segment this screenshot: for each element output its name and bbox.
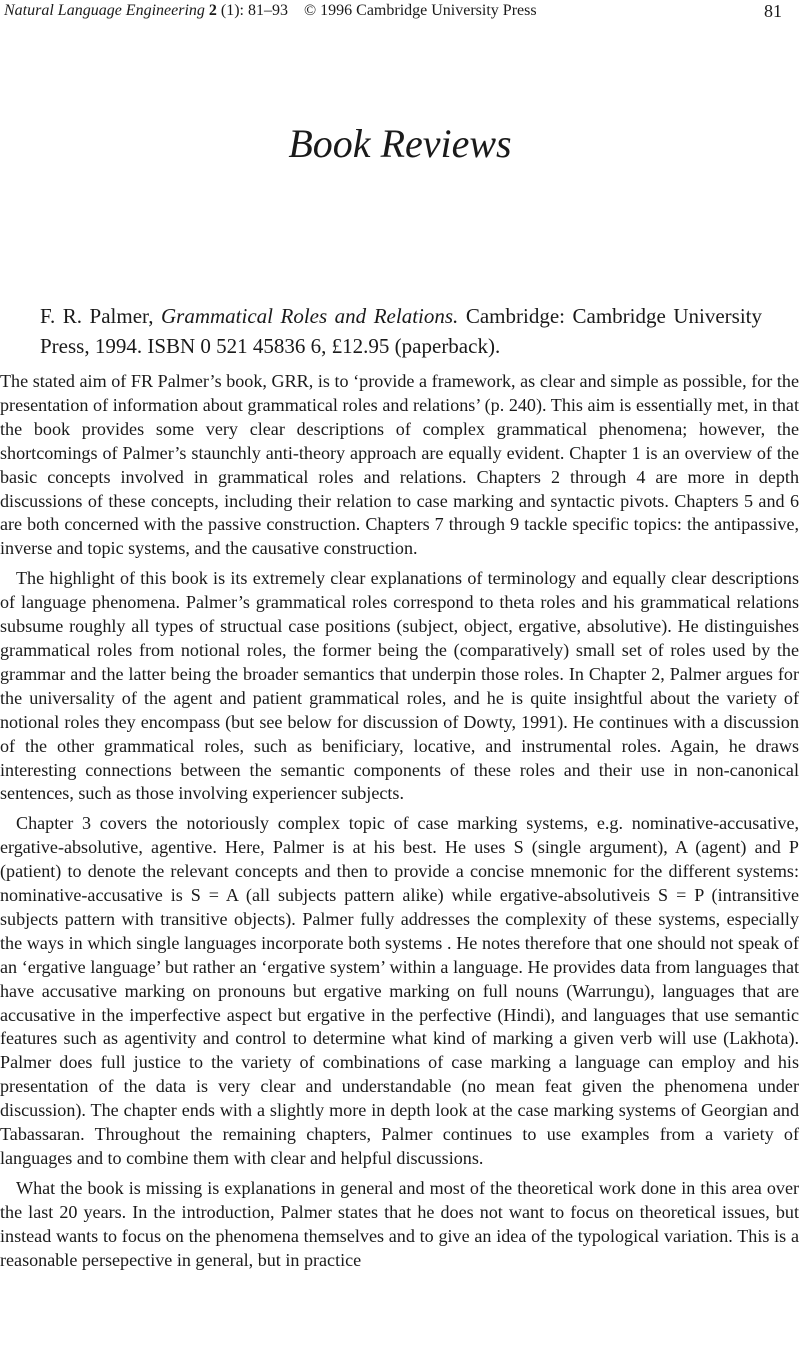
review-body xyxy=(0,370,799,1273)
paragraph-2: The highlight of this book is its extremely clear explanations of terminology and equally clear descriptions of language phenomena. Palmer’s grammatical roles correspond to theta roles and his grammatical relations subsume roughly all types of structual case positions (subject, object, ergative, absolutive). He distinguishes grammatical roles from notional roles, the former being the (comparatively) small set of roles used by the grammar and the latter being the broader semantics that underpin those roles. In Chapter 2, Palmer argues for the universality of the agent and patient grammatical roles, and he is quite insightful about the variety of notional roles they encompass (but see below for discussion of Dowty, 1991). He continues with a discussion of the other grammatical roles, such as benificiary, locative, and instrumental roles. Again, he draws interesting connections between the semantic components of these roles and their use in non-canonical sentences, such as those involving experiencer subjects. xyxy=(0,568,799,804)
book-author: F. R. Palmer, xyxy=(40,304,154,328)
page-number: 81 xyxy=(764,1,782,21)
book-publication: Cambridge: Cambridge University Press, 1994. ISBN 0 521 45836 6, £12.95 (paperback). xyxy=(40,304,762,358)
running-head xyxy=(4,0,796,24)
journal-name: Natural Language Engineering xyxy=(4,2,205,19)
paragraph-3: Chapter 3 covers the notoriously complex topic of case marking systems, e.g. nominative-accusative, ergative-absolutive, agentive. Here, Palmer is at his best. He uses S (single argument), A (agent) and P (patient) to denote the relevant concepts and then to provide a concise mnemonic for the different systems: nominative-accusative is S = A (all subjects pattern alike) while ergative-absolutiveis S = P (intransitive subjects pattern with transitive objects). Palmer fully addresses the complexity of these systems, especially the ways in which single languages incorporate both systems . He notes therefore that one should not speak of an ‘ergative language’ but rather an ‘ergative system’ within a language. He provides data from languages that have accusative marking on pronouns but ergative marking on full nouns (Warrungu), languages that are accusative in the imperfective aspect but ergative in the perfective (Hindi), and languages that use semantic features such as agentivity and control to determine what kind of marking a given verb will use (Lakhota). Palmer does full justice to the variety of combinations of case marking a language can employ and his presentation of the data is very clear and understandable (no mean feat given the phenomena under discussion). The chapter ends with a slightly more in depth look at the case marking systems of Georgian and Tabassaran. Throughout the remaining chapters, Palmer continues to use examples from a variety of languages and to combine them with clear and helpful discussions. xyxy=(0,813,799,1168)
reviewed-book-reference xyxy=(40,301,762,361)
book-title: Grammatical Roles and Relations. xyxy=(160,304,459,328)
journal-citation xyxy=(4,0,537,22)
page-title: Book Reviews xyxy=(288,121,512,166)
paragraph-1: The stated aim of FR Palmer’s book, GRR, is to ‘provide a framework, as clear and simple as possible, for the presentation of information about grammatical roles and relations’ (p. 240). This aim is essentially met, in that the book provides some very clear descriptions of complex grammatical phenomena; however, the shortcomings of Palmer’s staunchly anti-theory approach are equally evident. Chapter 1 is an overview of the basic concepts involved in grammatical roles and relations. Chapters 2 through 4 are more in depth discussions of these concepts, including their relation to case marking and syntactic pivots. Chapters 5 and 6 are both concerned with the passive construction. Chapters 7 through 9 tackle specific topics: the antipassive, inverse and topic systems, and the causative construction. xyxy=(0,371,799,559)
journal-issue-pages: (1): 81–93 xyxy=(220,2,288,19)
paragraph-4: What the book is missing is explanations in general and most of the theoretical work done in this area over the last 20 years. In the introduction, Palmer states that he does not want to focus on theoretical issues, but instead wants to focus on the phenomena themselves and to give an idea of the typological variation. This is a reasonable persepective in general, but in practice xyxy=(0,1177,799,1270)
copyright-notice: © 1996 Cambridge University Press xyxy=(304,2,537,19)
journal-volume: 2 xyxy=(208,2,217,19)
